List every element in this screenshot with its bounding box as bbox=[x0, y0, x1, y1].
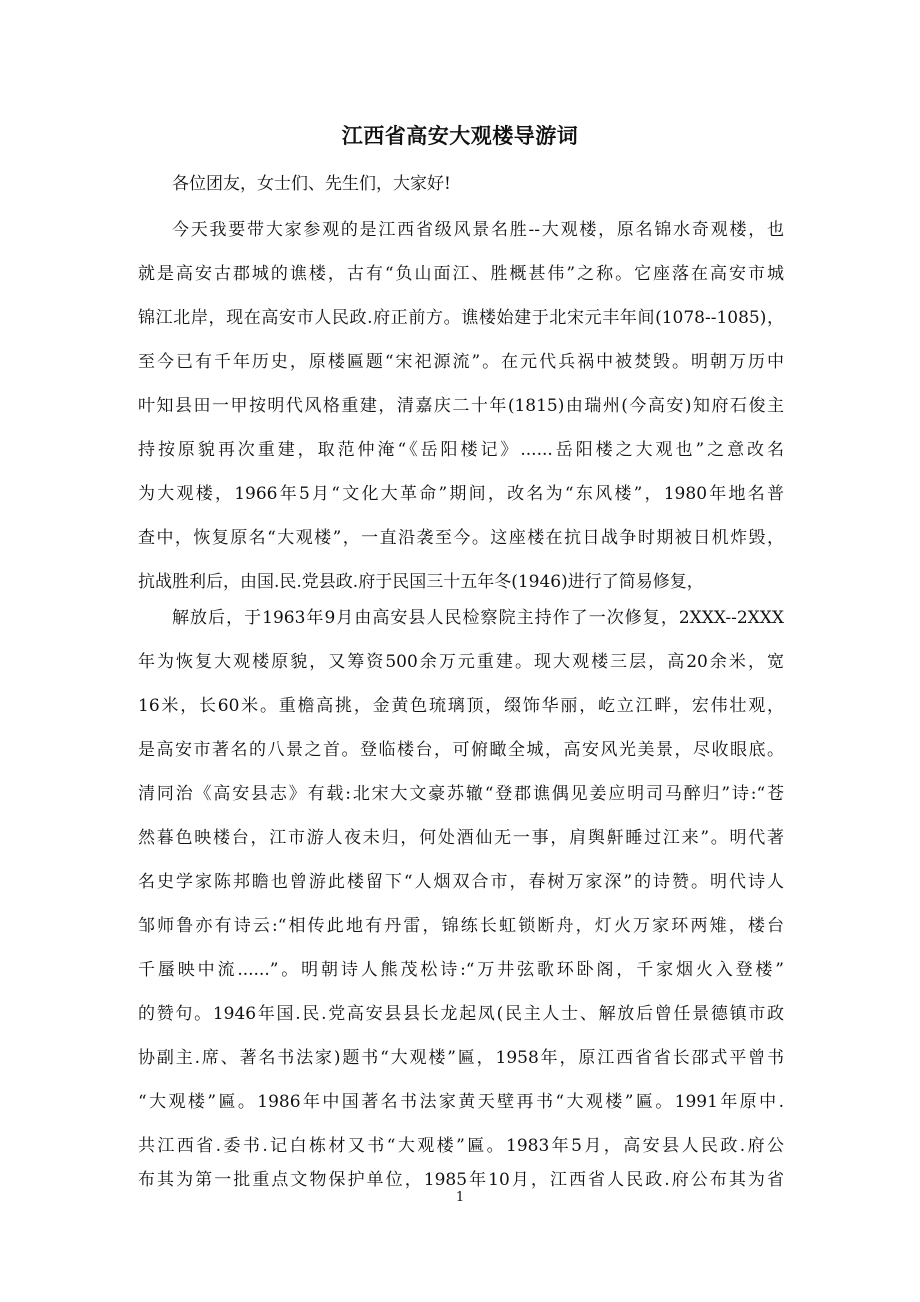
text-line: 今天我要带大家参观的是江西省级风景名胜--大观楼，原名锦水奇观楼，也 bbox=[172, 220, 784, 240]
text-line: 千蜃映中流......”。明朝诗人熊茂松诗:“万井弦歌环卧阁，千家烟火入登楼” bbox=[138, 960, 784, 980]
text-line: 邹师鲁亦有诗云:“相传此地有丹雷，锦练长虹锁断舟，灯火万家环两雉，楼台 bbox=[138, 916, 784, 936]
text-line: 叶知县田一甲按明代风格重建，清嘉庆二十年(1815)由瑞州(今高安)知府石俊主 bbox=[138, 396, 784, 416]
text-line: 共江西省.委书.记白栋材又书“大观楼”匾。1983年5月，高安县人民政.府公 bbox=[138, 1136, 784, 1156]
text-line: 抗战胜利后，由国.民.党县政.府于民国三十五年冬(1946)进行了简易修复， bbox=[138, 572, 704, 592]
text-line: 持按原貌再次重建，取范仲淹“《岳阳楼记》......岳阳楼之大观也”之意改名 bbox=[138, 440, 784, 460]
page-number: 1 bbox=[455, 1190, 465, 1205]
document-title: 江西省高安大观楼导游词 bbox=[341, 123, 579, 148]
text-line: 是高安市著名的八景之首。登临楼台，可俯瞰全城，高安风光美景，尽收眼底。 bbox=[138, 740, 784, 760]
text-line: 协副主.席、著名书法家)题书“大观楼”匾，1958年，原江西省省长邵式平曾书 bbox=[138, 1048, 784, 1068]
text-line: 清同治《高安县志》有载:北宋大文豪苏辙“登郡谯偶见姜应明司马醉归”诗:“苍 bbox=[138, 784, 784, 804]
text-line: 就是高安古郡城的谯楼，古有“负山面江、胜概甚伟”之称。它座落在高安市城 bbox=[138, 264, 784, 284]
text-line: 锦江北岸，现在高安市人民政.府正前方。谯楼始建于北宋元丰年间(1078--1085)， bbox=[138, 308, 784, 328]
text-line: 查中，恢复原名“大观楼”，一直沿袭至今。这座楼在抗日战争时期被日机炸毁， bbox=[138, 528, 784, 548]
text-line: 然暮色映楼台，江市游人夜未归，何处酒仙无一事，肩舆鼾睡过江来”。明代著 bbox=[138, 828, 784, 848]
text-line: 名史学家陈邦瞻也曾游此楼留下“人烟双合市，春树万家深”的诗赞。明代诗人 bbox=[138, 872, 784, 892]
text-line: 各位团友，女士们、先生们，大家好! bbox=[172, 174, 451, 194]
text-line: 为大观楼，1966年5月“文化大革命”期间，改名为“东风楼”，1980年地名普 bbox=[138, 484, 784, 504]
text-line: 16米，长60米。重檐高挑，金黄色琉璃顶，缀饰华丽，屹立江畔，宏伟壮观， bbox=[138, 696, 784, 716]
text-line: 至今已有千年历史，原楼匾题“宋祀源流”。在元代兵祸中被焚毁。明朝万历中 bbox=[138, 352, 784, 372]
text-line: 布其为第一批重点文物保护单位，1985年10月，江西省人民政.府公布其为省 bbox=[138, 1170, 784, 1190]
text-line: 的赞句。1946年国.民.党高安县县长龙起凤(民主人士、解放后曾任景德镇市政 bbox=[138, 1004, 784, 1024]
text-line: 年为恢复大观楼原貌，又筹资500余万元重建。现大观楼三层，高20余米，宽 bbox=[138, 652, 784, 672]
text-line: 解放后，于1963年9月由高安县人民检察院主持作了一次修复，2XXX--2XXX bbox=[172, 608, 784, 628]
text-line: “大观楼”匾。1986年中国著名书法家黄天壁再书“大观楼”匾。1991年原中. bbox=[138, 1092, 784, 1112]
